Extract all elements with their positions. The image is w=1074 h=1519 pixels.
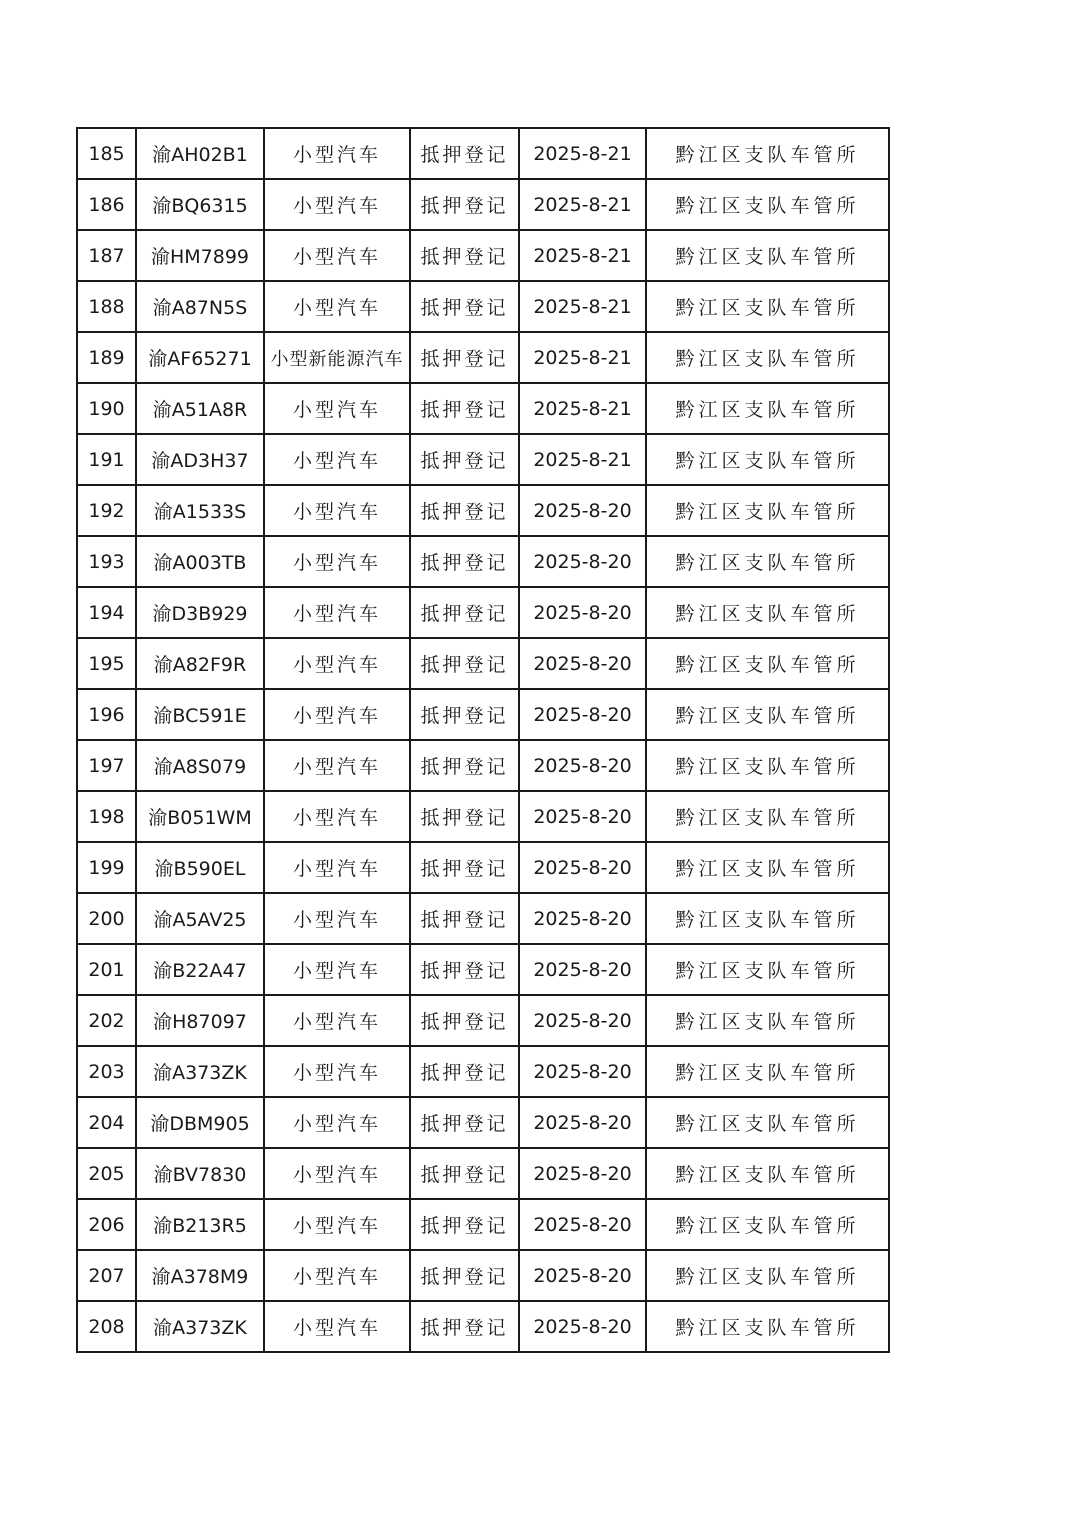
row-number-cell: 203	[77, 1046, 136, 1097]
plate-number-cell: 渝H87097	[136, 995, 264, 1046]
row-number-cell: 201	[77, 944, 136, 995]
vehicle-type-cell: 小型汽车	[264, 1046, 410, 1097]
date-cell: 2025-8-20	[519, 1097, 646, 1148]
vehicle-type-cell: 小型汽车	[264, 1199, 410, 1250]
table-row	[77, 230, 889, 281]
plate-number-cell: 渝AD3H37	[136, 434, 264, 485]
vehicle-type-cell: 小型汽车	[264, 230, 410, 281]
vehicle-type-cell: 小型汽车	[264, 893, 410, 944]
plate-number-cell: 渝A87N5S	[136, 281, 264, 332]
office-cell: 黔江区支队车管所	[646, 536, 889, 587]
table-row	[77, 536, 889, 587]
table-row	[77, 842, 889, 893]
vehicle-type-cell: 小型汽车	[264, 944, 410, 995]
vehicle-type-cell: 小型汽车	[264, 995, 410, 1046]
vehicle-type-cell: 小型汽车	[264, 281, 410, 332]
row-number-cell: 199	[77, 842, 136, 893]
row-number-cell: 188	[77, 281, 136, 332]
office-cell: 黔江区支队车管所	[646, 281, 889, 332]
date-cell: 2025-8-20	[519, 689, 646, 740]
business-type-cell: 抵押登记	[410, 179, 519, 230]
office-cell: 黔江区支队车管所	[646, 995, 889, 1046]
business-type-cell: 抵押登记	[410, 1250, 519, 1301]
plate-number-cell: 渝B213R5	[136, 1199, 264, 1250]
row-number-cell: 207	[77, 1250, 136, 1301]
plate-number-cell: 渝B22A47	[136, 944, 264, 995]
business-type-cell: 抵押登记	[410, 281, 519, 332]
business-type-cell: 抵押登记	[410, 740, 519, 791]
plate-number-cell: 渝A82F9R	[136, 638, 264, 689]
row-number-cell: 205	[77, 1148, 136, 1199]
business-type-cell: 抵押登记	[410, 1046, 519, 1097]
table-body	[77, 128, 889, 1352]
table-row	[77, 944, 889, 995]
vehicle-type-cell: 小型汽车	[264, 587, 410, 638]
table-row	[77, 995, 889, 1046]
plate-number-cell: 渝BQ6315	[136, 179, 264, 230]
plate-number-cell: 渝D3B929	[136, 587, 264, 638]
table-row	[77, 383, 889, 434]
table-row	[77, 893, 889, 944]
row-number-cell: 193	[77, 536, 136, 587]
date-cell: 2025-8-21	[519, 332, 646, 383]
table-row	[77, 740, 889, 791]
business-type-cell: 抵押登记	[410, 638, 519, 689]
business-type-cell: 抵押登记	[410, 689, 519, 740]
office-cell: 黔江区支队车管所	[646, 638, 889, 689]
date-cell: 2025-8-21	[519, 434, 646, 485]
vehicle-type-cell: 小型汽车	[264, 485, 410, 536]
date-cell: 2025-8-21	[519, 128, 646, 179]
table-row	[77, 332, 889, 383]
row-number-cell: 186	[77, 179, 136, 230]
vehicle-type-cell: 小型汽车	[264, 128, 410, 179]
date-cell: 2025-8-20	[519, 1301, 646, 1352]
row-number-cell: 191	[77, 434, 136, 485]
office-cell: 黔江区支队车管所	[646, 587, 889, 638]
vehicle-type-cell: 小型汽车	[264, 638, 410, 689]
row-number-cell: 204	[77, 1097, 136, 1148]
date-cell: 2025-8-21	[519, 281, 646, 332]
registration-table	[76, 127, 890, 1353]
business-type-cell: 抵押登记	[410, 485, 519, 536]
office-cell: 黔江区支队车管所	[646, 179, 889, 230]
row-number-cell: 198	[77, 791, 136, 842]
date-cell: 2025-8-20	[519, 1250, 646, 1301]
row-number-cell: 187	[77, 230, 136, 281]
business-type-cell: 抵押登记	[410, 1097, 519, 1148]
plate-number-cell: 渝A1533S	[136, 485, 264, 536]
office-cell: 黔江区支队车管所	[646, 1301, 889, 1352]
table-row	[77, 791, 889, 842]
vehicle-type-cell: 小型汽车	[264, 689, 410, 740]
table-row	[77, 1301, 889, 1352]
vehicle-type-cell: 小型汽车	[264, 740, 410, 791]
office-cell: 黔江区支队车管所	[646, 740, 889, 791]
business-type-cell: 抵押登记	[410, 587, 519, 638]
plate-number-cell: 渝BV7830	[136, 1148, 264, 1199]
office-cell: 黔江区支队车管所	[646, 1250, 889, 1301]
plate-number-cell: 渝AH02B1	[136, 128, 264, 179]
row-number-cell: 202	[77, 995, 136, 1046]
vehicle-type-cell: 小型汽车	[264, 791, 410, 842]
office-cell: 黔江区支队车管所	[646, 485, 889, 536]
business-type-cell: 抵押登记	[410, 1148, 519, 1199]
date-cell: 2025-8-20	[519, 1046, 646, 1097]
date-cell: 2025-8-20	[519, 791, 646, 842]
business-type-cell: 抵押登记	[410, 1199, 519, 1250]
row-number-cell: 189	[77, 332, 136, 383]
date-cell: 2025-8-20	[519, 1199, 646, 1250]
office-cell: 黔江区支队车管所	[646, 689, 889, 740]
row-number-cell: 197	[77, 740, 136, 791]
vehicle-type-cell: 小型汽车	[264, 434, 410, 485]
date-cell: 2025-8-21	[519, 230, 646, 281]
plate-number-cell: 渝A373ZK	[136, 1046, 264, 1097]
row-number-cell: 194	[77, 587, 136, 638]
date-cell: 2025-8-21	[519, 383, 646, 434]
business-type-cell: 抵押登记	[410, 893, 519, 944]
office-cell: 黔江区支队车管所	[646, 791, 889, 842]
date-cell: 2025-8-20	[519, 995, 646, 1046]
plate-number-cell: 渝A5AV25	[136, 893, 264, 944]
table-row	[77, 281, 889, 332]
date-cell: 2025-8-20	[519, 944, 646, 995]
office-cell: 黔江区支队车管所	[646, 128, 889, 179]
table-row	[77, 179, 889, 230]
table-row	[77, 1250, 889, 1301]
table-row	[77, 434, 889, 485]
table-row	[77, 485, 889, 536]
table-row	[77, 128, 889, 179]
business-type-cell: 抵押登记	[410, 995, 519, 1046]
row-number-cell: 190	[77, 383, 136, 434]
table-row	[77, 1097, 889, 1148]
business-type-cell: 抵押登记	[410, 791, 519, 842]
office-cell: 黔江区支队车管所	[646, 332, 889, 383]
office-cell: 黔江区支队车管所	[646, 383, 889, 434]
business-type-cell: 抵押登记	[410, 332, 519, 383]
vehicle-type-cell: 小型汽车	[264, 383, 410, 434]
row-number-cell: 200	[77, 893, 136, 944]
office-cell: 黔江区支队车管所	[646, 944, 889, 995]
office-cell: 黔江区支队车管所	[646, 230, 889, 281]
table-row	[77, 1199, 889, 1250]
vehicle-type-cell: 小型汽车	[264, 842, 410, 893]
office-cell: 黔江区支队车管所	[646, 434, 889, 485]
date-cell: 2025-8-20	[519, 587, 646, 638]
vehicle-type-cell: 小型汽车	[264, 536, 410, 587]
date-cell: 2025-8-21	[519, 179, 646, 230]
plate-number-cell: 渝HM7899	[136, 230, 264, 281]
date-cell: 2025-8-20	[519, 893, 646, 944]
business-type-cell: 抵押登记	[410, 383, 519, 434]
date-cell: 2025-8-20	[519, 1148, 646, 1199]
plate-number-cell: 渝A373ZK	[136, 1301, 264, 1352]
vehicle-type-cell: 小型汽车	[264, 179, 410, 230]
plate-number-cell: 渝A378M9	[136, 1250, 264, 1301]
row-number-cell: 196	[77, 689, 136, 740]
business-type-cell: 抵押登记	[410, 536, 519, 587]
date-cell: 2025-8-20	[519, 485, 646, 536]
business-type-cell: 抵押登记	[410, 842, 519, 893]
date-cell: 2025-8-20	[519, 536, 646, 587]
business-type-cell: 抵押登记	[410, 230, 519, 281]
business-type-cell: 抵押登记	[410, 128, 519, 179]
row-number-cell: 192	[77, 485, 136, 536]
row-number-cell: 185	[77, 128, 136, 179]
table-row	[77, 1046, 889, 1097]
plate-number-cell: 渝A8S079	[136, 740, 264, 791]
row-number-cell: 208	[77, 1301, 136, 1352]
row-number-cell: 206	[77, 1199, 136, 1250]
vehicle-type-cell: 小型汽车	[264, 1097, 410, 1148]
plate-number-cell: 渝BC591E	[136, 689, 264, 740]
business-type-cell: 抵押登记	[410, 1301, 519, 1352]
table-row	[77, 689, 889, 740]
table-row	[77, 638, 889, 689]
date-cell: 2025-8-20	[519, 842, 646, 893]
business-type-cell: 抵押登记	[410, 434, 519, 485]
office-cell: 黔江区支队车管所	[646, 893, 889, 944]
plate-number-cell: 渝B590EL	[136, 842, 264, 893]
plate-number-cell: 渝DBM905	[136, 1097, 264, 1148]
plate-number-cell: 渝A003TB	[136, 536, 264, 587]
vehicle-type-cell: 小型新能源汽车	[264, 332, 410, 383]
table-row	[77, 587, 889, 638]
office-cell: 黔江区支队车管所	[646, 842, 889, 893]
date-cell: 2025-8-20	[519, 638, 646, 689]
vehicle-type-cell: 小型汽车	[264, 1250, 410, 1301]
vehicle-type-cell: 小型汽车	[264, 1301, 410, 1352]
office-cell: 黔江区支队车管所	[646, 1199, 889, 1250]
date-cell: 2025-8-20	[519, 740, 646, 791]
office-cell: 黔江区支队车管所	[646, 1148, 889, 1199]
vehicle-type-cell: 小型汽车	[264, 1148, 410, 1199]
plate-number-cell: 渝B051WM	[136, 791, 264, 842]
business-type-cell: 抵押登记	[410, 944, 519, 995]
table-row	[77, 1148, 889, 1199]
row-number-cell: 195	[77, 638, 136, 689]
office-cell: 黔江区支队车管所	[646, 1097, 889, 1148]
plate-number-cell: 渝AF65271	[136, 332, 264, 383]
plate-number-cell: 渝A51A8R	[136, 383, 264, 434]
office-cell: 黔江区支队车管所	[646, 1046, 889, 1097]
